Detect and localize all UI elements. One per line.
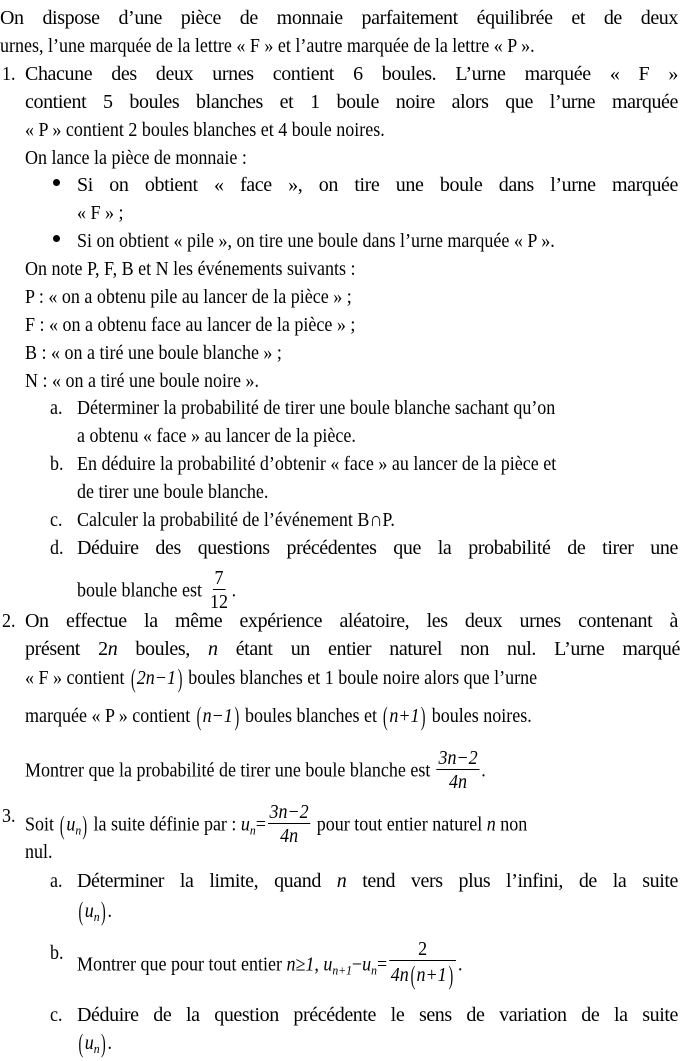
paren-close: ) [82,810,88,840]
equals: = [376,953,388,976]
q2-show [25,747,486,793]
q1-note: On note P, F, B et N les événements suivants : [25,258,356,280]
q1-bullet-1-line-1: Si on obtient « face », on tire une boule dans l’urne marquée [77,174,678,196]
bullet-icon [53,179,60,186]
intro-line-2: urnes, l’une marquée de la lettre « F » et l’autre marquée de la lettre « P ». [0,35,535,57]
sub-n: n [93,909,100,924]
q1-line-1: Chacune des deux urnes contient 6 boules. L’urne marquée « F » [25,63,678,85]
q3b-label: b. [50,942,64,964]
sub-n: n [249,822,256,838]
paren-close: ) [177,664,183,693]
sub-n-plus-1: n+1 [332,962,352,978]
q3-text: Soit [25,813,59,836]
q3a-text: Déterminer la limite, quand [77,870,337,892]
q3-number: 3. [2,805,16,827]
frac-den-a: 4n [390,964,409,986]
q2-text: boules, [117,638,208,660]
q1b-label: b. [50,453,64,475]
q1d-label: d. [50,537,64,559]
frac-den: 4n [449,771,468,793]
frac-num: 3n−2 [438,747,478,769]
q1c-event: B∩P. [357,509,395,531]
seq-u: u [84,1032,94,1054]
q2-line-1: On effectue la même expérience aléatoire, les deux urnes contenant à [25,610,678,632]
var-n: n [107,638,118,660]
frac-den-b: n+1 [416,964,447,986]
condition: n≥1, [286,953,319,976]
frac-num: 3n−2 [269,801,309,823]
paren-close: ) [234,702,239,731]
q3-text: la suite définie par : [88,813,241,836]
fraction-2-over-4n-n-plus-1 [389,939,456,989]
q3c-line-1: Déduire de la question précédente le sens de variation de la suite [77,1004,678,1026]
q2-number: 2. [2,610,16,632]
q3b-end: . [458,953,463,976]
q3a-line-1 [77,869,678,893]
q3b-text: Montrer que pour tout entier [77,953,287,976]
q1a-label: a. [50,397,63,419]
q1-launch: On lance la pièce de monnaie : [25,147,247,169]
q1-number: 1. [2,63,16,85]
paren-close: ) [421,702,426,731]
event-f: F : « on a obtenu face au lancer de la pièce » ; [25,314,356,336]
q3-line-1 [25,801,528,847]
q1-line-3: « P » contient 2 boules blanches et 4 boule noires. [25,119,385,141]
q1d-text: boule blanche est [77,579,207,602]
q2-line-4 [25,702,532,731]
intro-line-1: On dispose d’une pièce de monnaie parfaitement équilibrée et de deux [0,7,678,29]
seq-u: u [323,953,333,976]
q1d-line-1: Déduire des questions précédentes que la probabilité de tirer une [77,537,678,559]
fraction-7-12 [208,568,230,612]
q2-text: boules blanches et 1 boule noire alors que l’urne [183,667,538,689]
minus: − [351,953,363,976]
paren-open: ( [60,810,65,840]
q1d-line-2 [77,567,237,613]
var-n: n [207,638,218,660]
q1-bullet-1-line-2: « F » ; [77,202,124,224]
q3-line-2: nul. [25,841,53,863]
frac-den [389,961,456,989]
paren-open: ( [383,702,388,731]
frac-den: 12 [210,591,229,613]
sub-n: n [75,822,82,838]
seq-u: u [362,953,372,976]
expr-n-plus-1: n+1 [389,705,420,727]
q1-line-2: contient 5 boules blanches et 1 boule noire alors que l’urne marquée [25,91,678,113]
seq-u: u [240,813,250,836]
q2-text: Montrer que la probabilité de tirer une boule blanche est [25,759,435,782]
event-p: P : « on a obtenu pile au lancer de la pièce » ; [25,286,352,308]
equals: = [255,813,266,836]
paren-close: ) [448,961,453,990]
q1-bullet-2-line-1: Si on obtient « pile », on tire une boule dans l’urne marquée « P ». [77,230,555,252]
q3c-end: . [107,1032,112,1054]
seq-u: u [84,900,94,922]
q2-text: étant un entier naturel non nul. L’urne marqué [217,638,680,660]
q1d-end: . [231,579,237,602]
q2-text: boules blanches et [240,705,382,727]
q2-line-3 [25,664,538,693]
fraction-3n-2-over-4n [437,748,480,792]
q3a-end: . [107,900,112,922]
q3c-line-2 [77,1029,112,1058]
q2-text: « F » contient [25,667,129,689]
q1b-line-2: de tirer une boule blanche. [77,481,269,503]
q3-text: non [495,813,528,836]
q1c-line-1 [77,508,395,532]
sub-n: n [93,1041,100,1056]
expr-n-minus-1: n−1 [202,705,233,727]
event-b: B : « on a tiré une boule blanche » ; [25,342,282,364]
event-n: N : « on a tiré une boule noire ». [25,370,259,392]
q2-line-2 [25,637,680,661]
fraction-3n-2-over-4n [268,802,311,846]
paren-open: ( [78,1029,84,1058]
sub-n: n [371,962,377,978]
paren-close: ) [101,1029,106,1058]
q1c-label: c. [50,509,63,531]
q3a-label: a. [50,870,63,892]
q2-text: présent 2 [25,638,108,660]
q3c-label: c. [50,1004,63,1026]
seq-u: u [66,813,76,836]
frac-num: 7 [214,567,224,589]
q1b-line-1: En déduire la probabilité d’obtenir « face » au lancer de la pièce et [77,453,557,475]
paren-open: ( [410,961,415,990]
q1a-line-2: a obtenu « face » au lancer de la pièce. [77,425,356,447]
paren-open: ( [78,897,84,926]
q2-text: boules noires. [427,705,532,727]
q1c-text: Calculer la probabilité de l’événement [77,509,358,531]
var-n: n [486,813,496,836]
paren-open: ( [130,664,136,693]
q3a-text: tend vers plus l’infini, de la suite [346,870,678,892]
q2-end: . [481,759,486,782]
var-n: n [336,870,347,892]
bullet-icon [53,235,60,242]
frac-num: 2 [389,939,456,961]
q3-text: pour tout entier naturel [312,813,487,836]
paren-open: ( [196,702,202,731]
q1a-line-1: Déterminer la probabilité de tirer une boule blanche sachant qu’on [77,397,556,419]
paren-close: ) [101,897,106,926]
expr-2n-minus-1: 2n−1 [136,667,176,689]
frac-den: 4n [280,825,299,847]
q3b-line-1 [77,938,463,990]
q3a-line-2 [77,897,112,926]
q2-text: marquée « P » contient [25,705,195,727]
